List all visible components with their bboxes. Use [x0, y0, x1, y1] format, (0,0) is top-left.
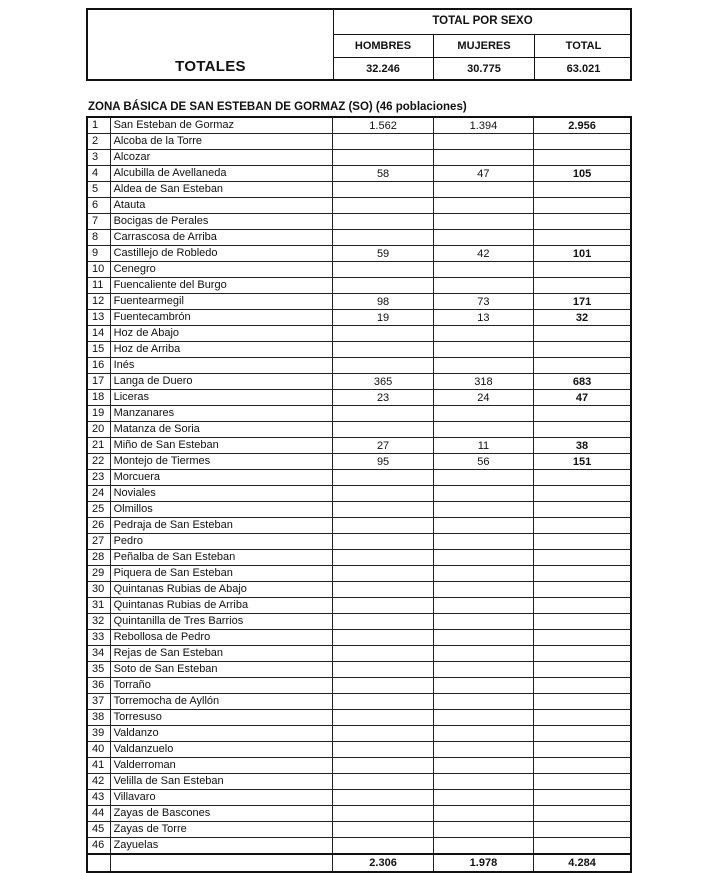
total-value [534, 758, 631, 774]
row-number: 17 [87, 374, 110, 390]
mujeres-header: MUJERES [457, 40, 511, 52]
summary-total: 4.284 [534, 854, 631, 872]
hombres-value [333, 742, 433, 758]
row-number: 31 [87, 598, 110, 614]
table-row [87, 550, 631, 566]
town-name: Inés [110, 358, 333, 374]
row-number: 26 [87, 518, 110, 534]
hombres-value: 58 [333, 166, 433, 182]
hombres-value [333, 262, 433, 278]
row-number: 12 [87, 294, 110, 310]
hombres-value: 27 [333, 438, 433, 454]
table-row [87, 438, 631, 454]
table-row [87, 326, 631, 342]
totals-box [86, 8, 632, 81]
row-number: 11 [87, 278, 110, 294]
mujeres-value: 13 [433, 310, 533, 326]
town-name: Velilla de San Esteban [110, 774, 333, 790]
town-name: Manzanares [110, 406, 333, 422]
town-name: Carrascosa de Arriba [110, 230, 333, 246]
total-header: TOTAL [565, 40, 602, 52]
row-number: 15 [87, 342, 110, 358]
table-row [87, 646, 631, 662]
town-name: Atauta [110, 198, 333, 214]
town-name: Valdanzo [110, 726, 333, 742]
mujeres-value [433, 262, 533, 278]
table-row [87, 662, 631, 678]
hombres-value: 98 [333, 294, 433, 310]
row-number: 1 [87, 117, 110, 134]
town-name: Aldea de San Esteban [110, 182, 333, 198]
total-value [534, 726, 631, 742]
hombres-value [333, 470, 433, 486]
total-value [534, 262, 631, 278]
hombres-value: 59 [333, 246, 433, 262]
mujeres-value: 11 [433, 438, 533, 454]
total-value: 105 [534, 166, 631, 182]
row-number: 28 [87, 550, 110, 566]
table-row [87, 806, 631, 822]
total-value [534, 342, 631, 358]
population-table-body [87, 117, 631, 854]
town-name: Quintanas Rubias de Abajo [110, 582, 333, 598]
town-name: Pedro [110, 534, 333, 550]
hombres-value [333, 630, 433, 646]
total-value [534, 134, 631, 150]
summary-hombres: 2.306 [333, 854, 433, 872]
mujeres-value [433, 550, 533, 566]
hombres-value: 23 [333, 390, 433, 406]
mujeres-value [433, 214, 533, 230]
town-name: Fuentecambrón [110, 310, 333, 326]
row-number: 6 [87, 198, 110, 214]
mujeres-value [433, 534, 533, 550]
table-row [87, 582, 631, 598]
mujeres-value [433, 646, 533, 662]
table-row [87, 566, 631, 582]
total-value: 47 [534, 390, 631, 406]
town-name: Valdanzuelo [110, 742, 333, 758]
mujeres-value [433, 726, 533, 742]
town-name: Torremocha de Ayllón [110, 694, 333, 710]
total-value [534, 278, 631, 294]
mujeres-value [433, 582, 533, 598]
table-row [87, 294, 631, 310]
row-number: 3 [87, 150, 110, 166]
table-row [87, 534, 631, 550]
hombres-value [333, 406, 433, 422]
table-row [87, 198, 631, 214]
hombres-value [333, 758, 433, 774]
mujeres-value [433, 710, 533, 726]
total-value [534, 150, 631, 166]
row-number: 45 [87, 822, 110, 838]
table-row [87, 406, 631, 422]
hombres-value [333, 534, 433, 550]
total-value [534, 326, 631, 342]
total-value [534, 646, 631, 662]
total-value [534, 486, 631, 502]
town-name: Quintanas Rubias de Arriba [110, 598, 333, 614]
total-value: 101 [534, 246, 631, 262]
hombres-value [333, 774, 433, 790]
mujeres-value [433, 422, 533, 438]
hombres-value [333, 790, 433, 806]
hombres-value [333, 182, 433, 198]
row-number: 7 [87, 214, 110, 230]
population-table [86, 116, 632, 873]
hombres-value [333, 550, 433, 566]
total-value: 32 [534, 310, 631, 326]
mujeres-value [433, 630, 533, 646]
town-name: Zayuelas [110, 838, 333, 855]
mujeres-value [433, 230, 533, 246]
mujeres-value [433, 790, 533, 806]
row-number: 44 [87, 806, 110, 822]
town-name: Cenegro [110, 262, 333, 278]
table-row [87, 150, 631, 166]
row-number: 42 [87, 774, 110, 790]
town-name: Hoz de Abajo [110, 326, 333, 342]
summary-name-cell [110, 854, 333, 872]
totales-hombres: 32.246 [366, 63, 400, 75]
total-value [534, 790, 631, 806]
total-value [534, 742, 631, 758]
table-row [87, 838, 631, 855]
hombres-value [333, 422, 433, 438]
total-value [534, 214, 631, 230]
mujeres-value [433, 694, 533, 710]
mujeres-value [433, 278, 533, 294]
row-number: 29 [87, 566, 110, 582]
hombres-value [333, 726, 433, 742]
table-row [87, 342, 631, 358]
hombres-value [333, 694, 433, 710]
town-name: Soto de San Esteban [110, 662, 333, 678]
town-name: Piquera de San Esteban [110, 566, 333, 582]
mujeres-value [433, 822, 533, 838]
total-value [534, 822, 631, 838]
zone-title: ZONA BÁSICA DE SAN ESTEBAN DE GORMAZ (SO) (46 poblaciones) [88, 101, 467, 113]
summary-row [87, 854, 631, 872]
hombres-value: 365 [333, 374, 433, 390]
row-number: 38 [87, 710, 110, 726]
mujeres-value [433, 150, 533, 166]
table-row [87, 134, 631, 150]
table-row [87, 374, 631, 390]
town-name: Alcubilla de Avellaneda [110, 166, 333, 182]
total-value [534, 406, 631, 422]
town-name: Peñalba de San Esteban [110, 550, 333, 566]
hombres-value [333, 134, 433, 150]
row-number: 24 [87, 486, 110, 502]
hombres-value [333, 598, 433, 614]
town-name: Fuencaliente del Burgo [110, 278, 333, 294]
hombres-header: HOMBRES [354, 40, 412, 52]
row-number: 13 [87, 310, 110, 326]
totales-label: TOTALES [175, 58, 246, 75]
row-number: 34 [87, 646, 110, 662]
table-row [87, 630, 631, 646]
mujeres-value [433, 134, 533, 150]
table-row [87, 678, 631, 694]
row-number: 23 [87, 470, 110, 486]
row-number: 16 [87, 358, 110, 374]
table-row [87, 246, 631, 262]
hombres-value [333, 342, 433, 358]
hombres-value [333, 150, 433, 166]
summary-num-cell [87, 854, 110, 872]
hombres-value [333, 278, 433, 294]
row-number: 20 [87, 422, 110, 438]
table-row [87, 117, 631, 134]
total-value [534, 470, 631, 486]
mujeres-value [433, 486, 533, 502]
mujeres-value [433, 502, 533, 518]
row-number: 46 [87, 838, 110, 855]
row-number: 18 [87, 390, 110, 406]
town-name: Liceras [110, 390, 333, 406]
row-number: 39 [87, 726, 110, 742]
hombres-value [333, 582, 433, 598]
row-number: 5 [87, 182, 110, 198]
total-value: 38 [534, 438, 631, 454]
hombres-value: 1.562 [333, 117, 433, 134]
table-row [87, 758, 631, 774]
town-name: Alcoba de la Torre [110, 134, 333, 150]
mujeres-value [433, 678, 533, 694]
mujeres-value: 47 [433, 166, 533, 182]
total-value: 2.956 [534, 117, 631, 134]
total-value [534, 358, 631, 374]
total-por-sexo-header: TOTAL POR SEXO [432, 15, 533, 27]
total-value [534, 710, 631, 726]
town-name: San Esteban de Gormaz [110, 117, 333, 134]
row-number: 36 [87, 678, 110, 694]
table-row [87, 214, 631, 230]
hombres-value [333, 614, 433, 630]
total-value: 683 [534, 374, 631, 390]
row-number: 32 [87, 614, 110, 630]
row-number: 25 [87, 502, 110, 518]
mujeres-value [433, 774, 533, 790]
table-row [87, 774, 631, 790]
town-name: Rebollosa de Pedro [110, 630, 333, 646]
mujeres-value: 24 [433, 390, 533, 406]
row-number: 21 [87, 438, 110, 454]
hombres-value: 19 [333, 310, 433, 326]
table-row [87, 390, 631, 406]
table-row [87, 598, 631, 614]
mujeres-value: 318 [433, 374, 533, 390]
hombres-value [333, 198, 433, 214]
row-number: 4 [87, 166, 110, 182]
town-name: Morcuera [110, 470, 333, 486]
town-name: Pedraja de San Esteban [110, 518, 333, 534]
total-value [534, 774, 631, 790]
row-number: 27 [87, 534, 110, 550]
hombres-value: 95 [333, 454, 433, 470]
hombres-value [333, 838, 433, 855]
total-value [534, 630, 631, 646]
hombres-value [333, 822, 433, 838]
hombres-value [333, 806, 433, 822]
table-row [87, 166, 631, 182]
mujeres-value [433, 518, 533, 534]
mujeres-value [433, 358, 533, 374]
mujeres-value [433, 598, 533, 614]
town-name: Valderroman [110, 758, 333, 774]
town-name: Castillejo de Robledo [110, 246, 333, 262]
mujeres-value [433, 198, 533, 214]
mujeres-value [433, 470, 533, 486]
table-row [87, 230, 631, 246]
row-number: 30 [87, 582, 110, 598]
total-value: 171 [534, 294, 631, 310]
summary-mujeres: 1.978 [433, 854, 533, 872]
mujeres-value: 1.394 [433, 117, 533, 134]
town-name: Zayas de Bascones [110, 806, 333, 822]
table-row [87, 614, 631, 630]
table-row [87, 470, 631, 486]
hombres-value [333, 486, 433, 502]
total-value [534, 678, 631, 694]
total-value [534, 502, 631, 518]
total-value [534, 582, 631, 598]
row-number: 8 [87, 230, 110, 246]
table-row [87, 710, 631, 726]
totales-total: 63.021 [566, 63, 601, 75]
table-row [87, 182, 631, 198]
hombres-value [333, 214, 433, 230]
town-name: Langa de Duero [110, 374, 333, 390]
totales-mujeres: 30.775 [467, 63, 501, 75]
total-value [534, 422, 631, 438]
mujeres-value [433, 566, 533, 582]
hombres-value [333, 566, 433, 582]
mujeres-value [433, 342, 533, 358]
row-number: 41 [87, 758, 110, 774]
total-value [534, 566, 631, 582]
row-number: 19 [87, 406, 110, 422]
total-value [534, 662, 631, 678]
hombres-value [333, 358, 433, 374]
table-row [87, 486, 631, 502]
row-number: 14 [87, 326, 110, 342]
total-value [534, 806, 631, 822]
total-value [534, 198, 631, 214]
table-row [87, 726, 631, 742]
table-row [87, 278, 631, 294]
mujeres-value: 56 [433, 454, 533, 470]
mujeres-value [433, 806, 533, 822]
hombres-value [333, 646, 433, 662]
total-value [534, 694, 631, 710]
hombres-value [333, 518, 433, 534]
mujeres-value: 73 [433, 294, 533, 310]
row-number: 10 [87, 262, 110, 278]
table-row [87, 310, 631, 326]
town-name: Miño de San Esteban [110, 438, 333, 454]
hombres-value [333, 662, 433, 678]
row-number: 9 [87, 246, 110, 262]
mujeres-value [433, 182, 533, 198]
row-number: 35 [87, 662, 110, 678]
town-name: Matanza de Soria [110, 422, 333, 438]
table-row [87, 518, 631, 534]
hombres-value [333, 230, 433, 246]
row-number: 2 [87, 134, 110, 150]
table-row [87, 454, 631, 470]
town-name: Hoz de Arriba [110, 342, 333, 358]
town-name: Fuentearmegil [110, 294, 333, 310]
total-value [534, 838, 631, 855]
town-name: Alcozar [110, 150, 333, 166]
table-row [87, 822, 631, 838]
town-name: Montejo de Tiermes [110, 454, 333, 470]
table-row [87, 742, 631, 758]
town-name: Zayas de Torre [110, 822, 333, 838]
table-row [87, 790, 631, 806]
total-value [534, 534, 631, 550]
town-name: Torraño [110, 678, 333, 694]
mujeres-value [433, 326, 533, 342]
total-value [534, 598, 631, 614]
town-name: Rejas de San Esteban [110, 646, 333, 662]
mujeres-value [433, 614, 533, 630]
hombres-value [333, 678, 433, 694]
town-name: Noviales [110, 486, 333, 502]
total-value: 151 [534, 454, 631, 470]
mujeres-value: 42 [433, 246, 533, 262]
hombres-value [333, 326, 433, 342]
row-number: 37 [87, 694, 110, 710]
divider [333, 57, 630, 58]
table-row [87, 262, 631, 278]
town-name: Quintanilla de Tres Barrios [110, 614, 333, 630]
table-row [87, 502, 631, 518]
table-row [87, 358, 631, 374]
row-number: 22 [87, 454, 110, 470]
divider [333, 34, 630, 35]
total-value [534, 518, 631, 534]
hombres-value [333, 502, 433, 518]
row-number: 40 [87, 742, 110, 758]
town-name: Torresuso [110, 710, 333, 726]
total-value [534, 614, 631, 630]
total-value [534, 550, 631, 566]
mujeres-value [433, 662, 533, 678]
table-row [87, 694, 631, 710]
mujeres-value [433, 838, 533, 855]
total-value [534, 182, 631, 198]
mujeres-value [433, 742, 533, 758]
mujeres-value [433, 406, 533, 422]
town-name: Bocigas de Perales [110, 214, 333, 230]
town-name: Villavaro [110, 790, 333, 806]
row-number: 43 [87, 790, 110, 806]
hombres-value [333, 710, 433, 726]
total-value [534, 230, 631, 246]
mujeres-value [433, 758, 533, 774]
table-row [87, 422, 631, 438]
town-name: Olmillos [110, 502, 333, 518]
row-number: 33 [87, 630, 110, 646]
